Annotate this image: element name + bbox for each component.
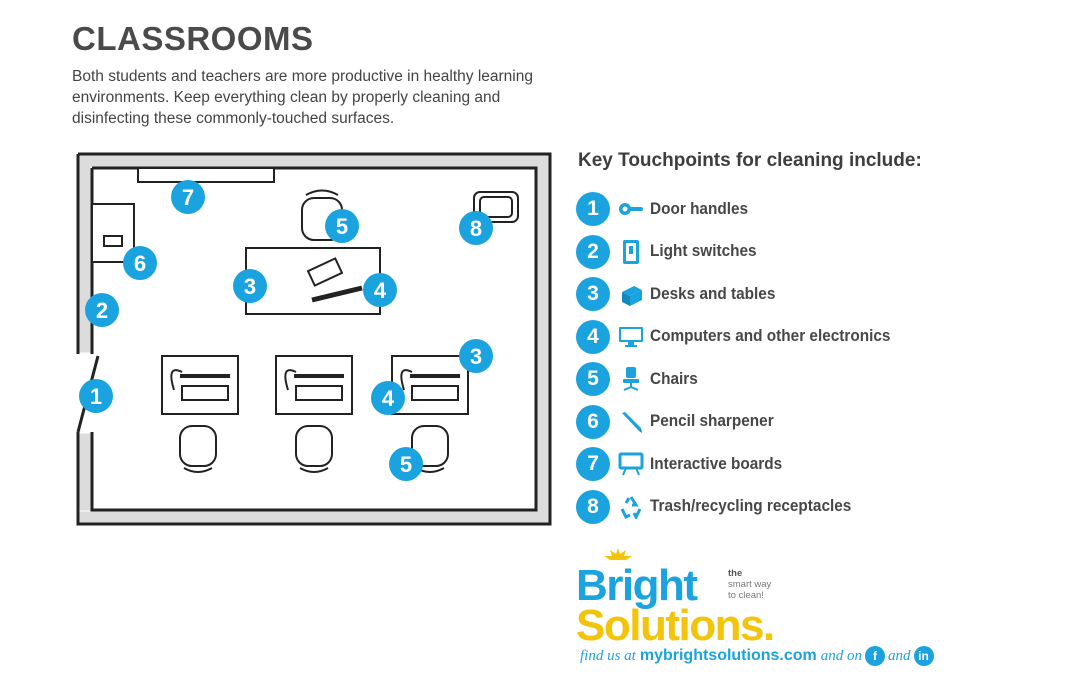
- page-title: CLASSROOMS: [72, 20, 314, 57]
- key-label: Light switches: [650, 242, 757, 261]
- intro-text: Both students and teachers are more productive in healthy learning environments. Keep everything clean by properly cleaning and disinfecting these commonly-touched surfaces.: [72, 68, 533, 127]
- monitor-icon: [618, 324, 644, 350]
- brand-tagline: the smart way to clean!: [728, 568, 772, 601]
- key-item-interactive-boards: [576, 443, 909, 486]
- student-chair: [180, 426, 216, 472]
- key-label: Trash/recycling receptacles: [650, 497, 852, 516]
- key-label: Door handles: [650, 199, 749, 218]
- key-item-chairs: [576, 358, 909, 401]
- facebook-icon[interactable]: f: [865, 646, 885, 666]
- svg-text:7: 7: [181, 185, 195, 210]
- find-us-line: [580, 646, 937, 666]
- student-desk: [392, 356, 468, 414]
- badge-student-desk: [459, 339, 493, 373]
- classroom-floorplan: [70, 150, 560, 530]
- key-number: 8: [576, 490, 610, 524]
- badge-interactive-board: [171, 180, 205, 214]
- key-number: 2: [576, 235, 610, 269]
- key-label: Desks and tables: [650, 284, 776, 303]
- key-list: [576, 188, 909, 528]
- badge-teacher-chair: [325, 209, 359, 243]
- key-item-trash: [576, 486, 909, 529]
- key-label: Interactive boards: [650, 454, 783, 473]
- key-label: Computers and other electronics: [650, 327, 891, 346]
- svg-text:3: 3: [243, 274, 257, 299]
- key-number: 5: [576, 362, 610, 396]
- svg-text:5: 5: [399, 452, 413, 477]
- badge-teacher-computer: [363, 273, 397, 307]
- key-item-computers: [576, 316, 909, 359]
- find-and: and: [888, 647, 911, 664]
- find-mid: and on: [820, 647, 862, 664]
- chair-icon: [618, 366, 644, 392]
- svg-text:3: 3: [469, 344, 483, 369]
- brand-logo: [576, 550, 774, 650]
- linkedin-icon[interactable]: in: [914, 646, 934, 666]
- key-item-light-switches: [576, 231, 909, 274]
- whiteboard-icon: [618, 451, 644, 477]
- key-number: 6: [576, 405, 610, 439]
- key-number: 7: [576, 447, 610, 481]
- interactive-board: [138, 168, 274, 182]
- key-label: Pencil sharpener: [650, 412, 774, 431]
- key-number: 4: [576, 320, 610, 354]
- student-desk: [276, 356, 352, 414]
- student-chair: [296, 426, 332, 472]
- svg-text:2: 2: [95, 298, 109, 323]
- find-prefix: find us at: [580, 647, 636, 664]
- website-link[interactable]: mybrightsolutions.com: [639, 647, 817, 664]
- key-number: 1: [576, 192, 610, 226]
- svg-text:8: 8: [469, 216, 483, 241]
- svg-text:5: 5: [335, 214, 349, 239]
- light-switch-icon: [618, 239, 644, 265]
- badge-door: [79, 379, 113, 413]
- key-label: Chairs: [650, 369, 698, 388]
- desk-icon: [618, 281, 644, 307]
- key-item-desks: [576, 273, 909, 316]
- recycle-icon: [618, 494, 644, 520]
- svg-text:6: 6: [133, 251, 147, 276]
- key-number: 3: [576, 277, 610, 311]
- badge-teacher-desk: [233, 269, 267, 303]
- svg-text:1: 1: [89, 384, 103, 409]
- pencil-icon: [618, 409, 644, 435]
- badge-student-computer: [371, 381, 405, 415]
- brand-line-1: Bright: [576, 561, 697, 610]
- badge-pencil-sharpener: [123, 246, 157, 280]
- brand-line-2: Solutions.: [576, 601, 774, 650]
- badge-student-chair: [389, 447, 423, 481]
- key-item-door-handles: [576, 188, 909, 231]
- sun-icon: [596, 546, 640, 568]
- badge-light-switch: [85, 293, 119, 327]
- svg-text:4: 4: [381, 386, 395, 411]
- key-item-pencil-sharpener: [576, 401, 909, 444]
- key-heading: Key Touchpoints for cleaning include:: [578, 150, 922, 171]
- student-desk: [162, 356, 238, 414]
- badge-trash: [459, 211, 493, 245]
- svg-text:4: 4: [373, 278, 387, 303]
- door-handle-icon: [618, 196, 644, 222]
